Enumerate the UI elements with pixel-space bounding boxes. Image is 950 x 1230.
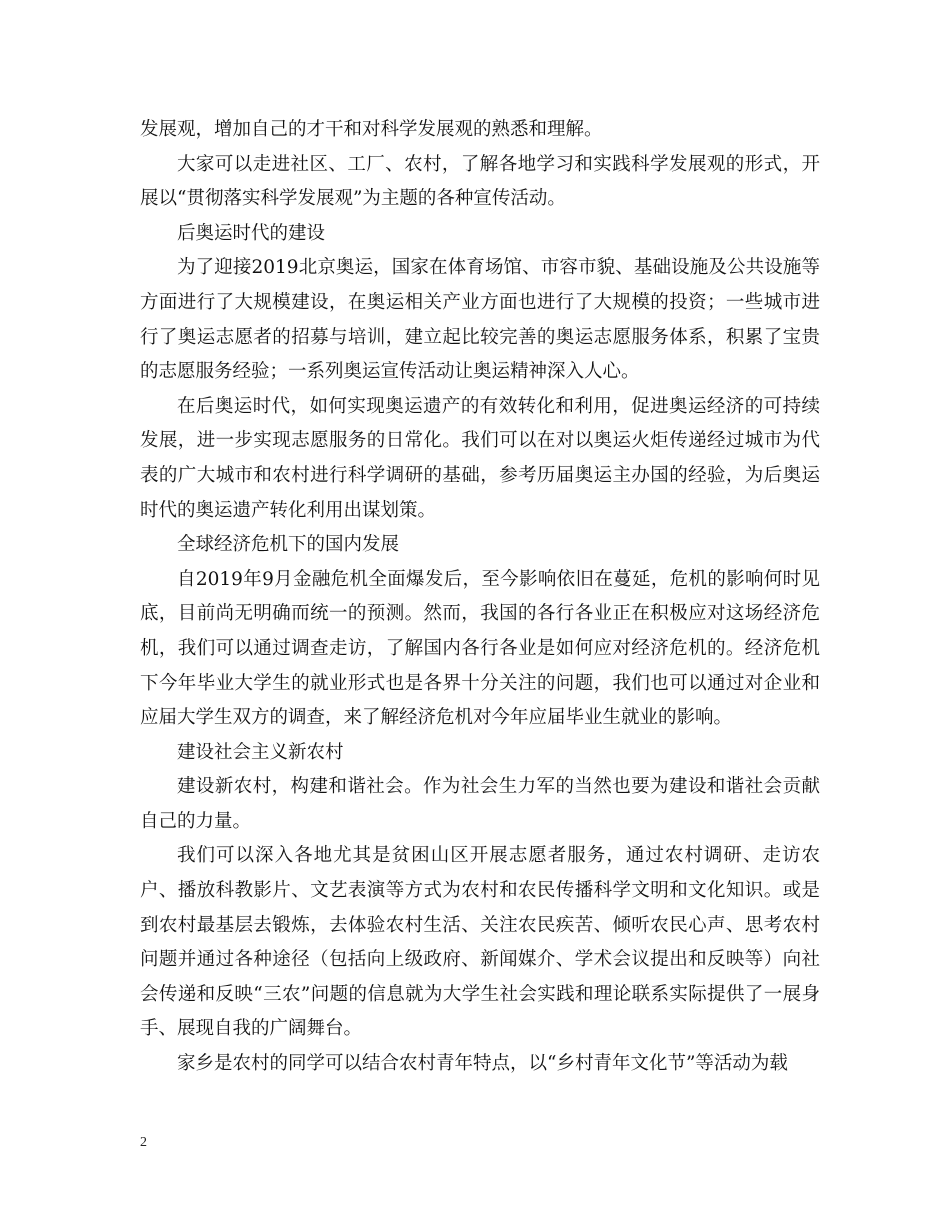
paragraph: 发展观，增加自己的才干和对科学发展观的熟悉和理解。 bbox=[140, 119, 603, 140]
section-heading: 建设社会主义新农村 bbox=[177, 741, 344, 763]
body-text bbox=[140, 113, 820, 1082]
paragraph: 我们可以深入各地尤其是贫困山区开展志愿者服务，通过农村调研、走访农户、播放科教影片、文艺表演等方式为农村和农民传播科学文明和文化知识。或是到农村最基层去锻炼，去体验农村生活、关注农民疾苦、倾听农民心声、思考农村问题并通过各种途径（包括向上级政府、新闻媒介、学术会议提出和反映等）向社会传递和反映“三农”问题的信息就为大学生社会实践和理论联系实际提供了一展身手、展现自我的广阔舞台。 bbox=[140, 845, 820, 1040]
paragraph: 大家可以走进社区、工厂、农村，了解各地学习和实践科学发展观的形式，开展以“贯彻落实科学发展观”为主题的各种宣传活动。 bbox=[140, 153, 820, 210]
page-number: 2 bbox=[140, 1135, 147, 1150]
paragraph: 建设新农村，构建和谐社会。作为社会生力军的当然也要为建设和谐社会贡献自己的力量。 bbox=[140, 776, 820, 832]
paragraph: 在后奥运时代，如何实现奥运遗产的有效转化和利用，促进奥运经济的可持续发展，进一步实现志愿服务的日常化。我们可以在对以奥运火炬传递经过城市为代表的广大城市和农村进行科学调研的基础，参考历届奥运主办国的经验，为后奥运时代的奥运遗产转化利用出谋划策。 bbox=[140, 395, 820, 521]
paragraph: 为了迎接2019北京奥运，国家在体育场馆、市容市貌、基础设施及公共设施等方面进行了大规模建设，在奥运相关产业方面也进行了大规模的投资；一些城市进行了奥运志愿者的招募与培训，建立起比较完善的奥运志愿服务体系，积累了宝贵的志愿服务经验；一系列奥运宣传活动让奥运精神深入人心。 bbox=[140, 257, 820, 383]
section-heading: 后奥运时代的建设 bbox=[177, 222, 326, 244]
section-heading: 全球经济危机下的国内发展 bbox=[177, 534, 400, 556]
paragraph: 自2019年9月金融危机全面爆发后，至今影响依旧在蔓延，危机的影响何时见底，目前尚无明确而统一的预测。然而，我国的各行各业正在积极应对这场经济危机，我们可以通过调查走访，了解国内各行各业是如何应对经济危机的。经济危机下今年毕业大学生的就业形式也是各界十分关注的问题，我们也可以通过对企业和应届大学生双方的调查，来了解经济危机对今年应届毕业生就业的影响。 bbox=[140, 568, 820, 729]
paragraph: 家乡是农村的同学可以结合农村青年特点，以“乡村青年文化节”等活动为载 bbox=[177, 1053, 788, 1075]
